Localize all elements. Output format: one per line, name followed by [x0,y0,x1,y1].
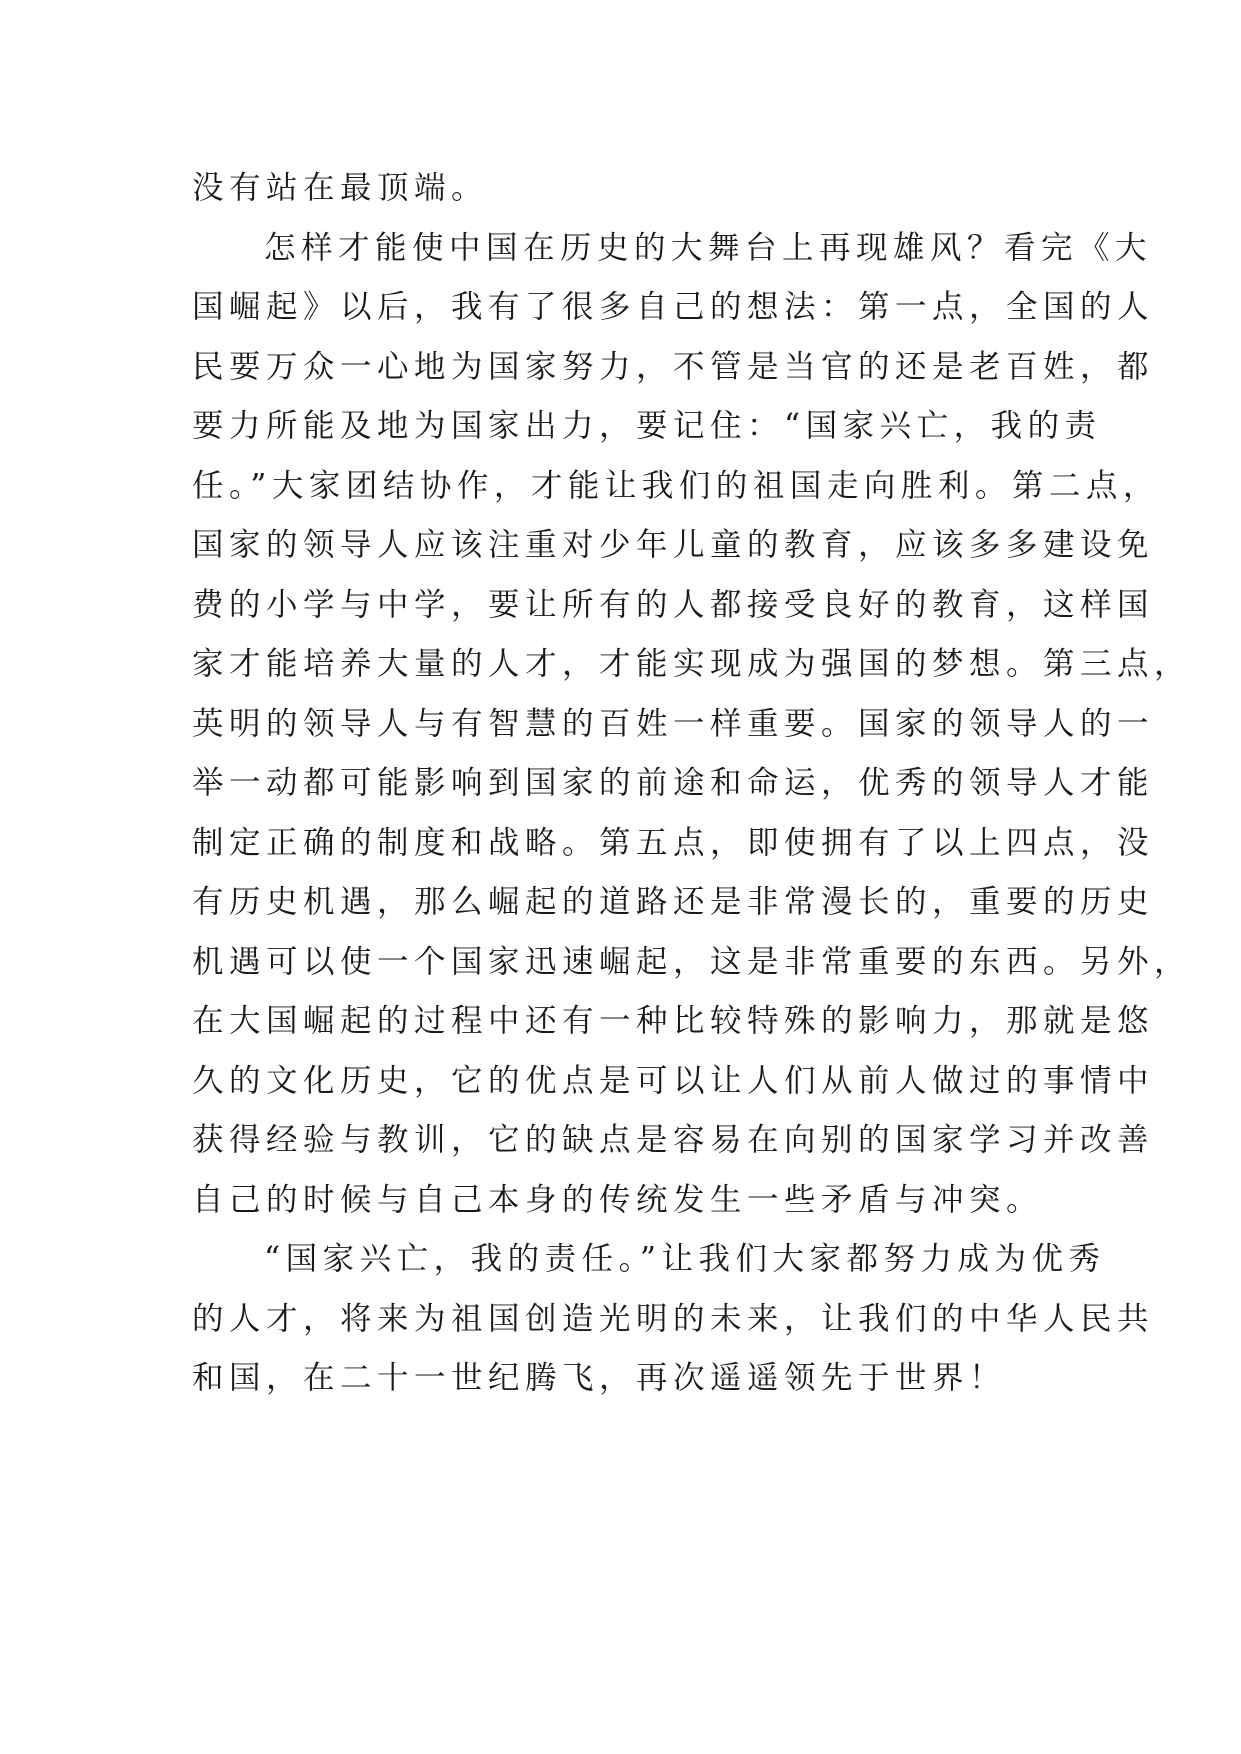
text-line: 民要万众一心地为国家努力，不管是当官的还是老百姓，都 [192,348,1155,385]
text-line: 家才能培养大量的人才，才能实现成为强国的梦想。第三点， [192,646,1192,682]
text-line: 的人才，将来为祖国创造光明的未来，让我们的中华人民共 [192,1300,1155,1337]
text-line: 英明的领导人与有智慧的百姓一样重要。国家的领导人的一 [192,705,1155,742]
text-line: 久的文化历史，它的优点是可以让人们从前人做过的事情中 [192,1062,1155,1099]
text-line: 制定正确的制度和战略。第五点，即使拥有了以上四点，没 [192,824,1155,861]
text-line: 机遇可以使一个国家迅速崛起，这是非常重要的东西。另外， [192,943,1192,980]
text-line: 国家的领导人应该注重对少年儿童的教育，应该多多建设免 [192,527,1155,563]
document-body [192,159,1192,1409]
text-line: 国崛起》以后，我有了很多自己的想法：第一点，全国的人 [192,289,1155,325]
text-line: 在大国崛起的过程中还有一种比较特殊的影响力，那就是悠 [192,1003,1155,1039]
text-line: 没有站在最顶端。 [192,170,489,206]
paragraph-start-line: 怎样才能使中国在历史的大舞台上再现雄风？看完《大 [264,229,1153,266]
text-line: 和国，在二十一世纪腾飞，再次遥遥领先于世界！ [192,1360,1007,1396]
paragraph-start-line: “国家兴亡，我的责任。”让我们大家都努力成为优秀 [264,1241,1106,1277]
text-line: 要力所能及地为国家出力，要记住：“国家兴亡，我的责 [192,408,1102,444]
text-line: 自己的时候与自己本身的传统发生一些矛盾与冲突。 [192,1181,1044,1218]
text-line: 获得经验与教训，它的缺点是容易在向别的国家学习并改善 [192,1122,1155,1158]
text-line: 有历史机遇，那么崛起的道路还是非常漫长的，重要的历史 [192,884,1155,920]
text-line: 举一动都可能影响到国家的前途和命运，优秀的领导人才能 [192,765,1155,801]
text-line: 费的小学与中学，要让所有的人都接受良好的教育，这样国 [192,586,1155,623]
text-line: 任。”大家团结协作，才能让我们的祖国走向胜利。第二点， [192,467,1160,504]
